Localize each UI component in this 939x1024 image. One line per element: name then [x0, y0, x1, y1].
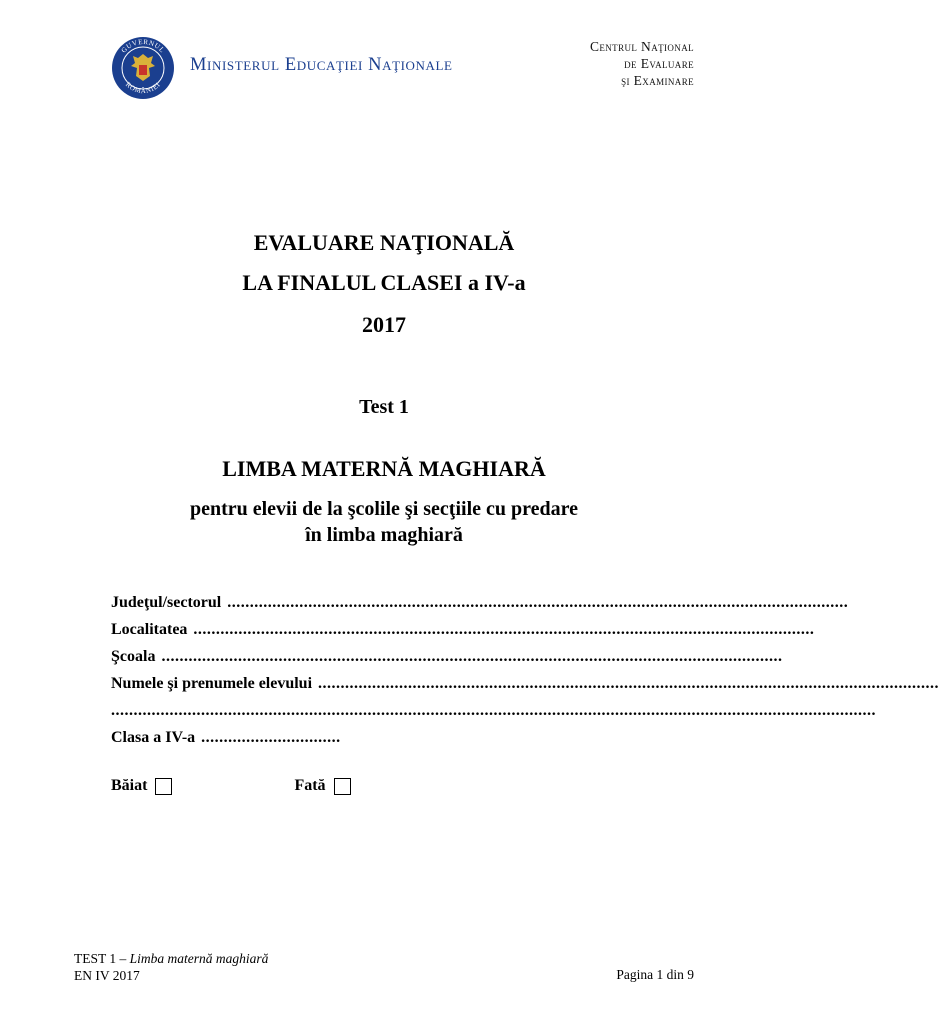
page-number: Pagina 1 din 9 — [616, 967, 694, 982]
footer-test-prefix: TEST 1 – — [74, 951, 130, 966]
school-label: Şcoala — [111, 648, 156, 665]
seal-text-bottom: ROMÂNIEI — [123, 80, 163, 96]
student-name-field[interactable]: .......................................................................................................................................... — [318, 675, 939, 692]
county-label: Judeţul/sectorul — [111, 594, 222, 611]
girl-label: Fată — [294, 777, 326, 794]
center-line-3: şi Examinare — [621, 73, 694, 88]
student-name-label: Numele şi prenumele elevului — [111, 675, 313, 692]
footer-test-line — [74, 950, 268, 967]
school-field[interactable]: .......................................................................................................................................... — [161, 648, 783, 665]
evaluation-center-name — [590, 38, 694, 89]
test-number: Test 1 — [359, 396, 409, 418]
girl-checkbox[interactable] — [334, 778, 351, 795]
class-field[interactable]: ............................... — [201, 729, 341, 746]
seal-text-top: GUVERNUL — [119, 37, 167, 55]
student-info-form — [111, 594, 939, 756]
locality-label: Localitatea — [111, 621, 188, 638]
student-name-continuation-row — [111, 702, 876, 729]
boy-label: Băiat — [111, 777, 148, 794]
audience-line-1: pentru elevii de la şcolile şi secţiile cu predare — [189, 498, 579, 520]
center-line-2: de Evaluare — [624, 56, 694, 71]
center-line-1: Centrul Naţional — [589, 39, 694, 54]
exam-grade-title: LA FINALUL CLASEI a IV-a — [242, 270, 526, 295]
document-header — [0, 0, 768, 110]
government-seal-icon — [111, 36, 175, 100]
class-row — [111, 729, 697, 756]
student-name-continuation-field[interactable]: .......................................................................................................................................................................... — [111, 702, 876, 719]
subject-title: LIMBA MATERNĂ MAGHIARĂ — [222, 456, 546, 481]
county-row — [111, 594, 849, 621]
locality-row — [111, 621, 815, 648]
exam-title: EVALUARE NAŢIONALĂ — [253, 230, 515, 255]
footer-left — [74, 950, 268, 984]
boy-checkbox[interactable] — [155, 778, 172, 795]
class-label: Clasa a IV-a — [111, 729, 196, 746]
exam-year: 2017 — [362, 312, 406, 337]
ministry-name: Ministerul Educaţiei Naţionale — [190, 55, 453, 75]
student-name-row — [111, 675, 939, 702]
county-field[interactable]: .......................................................................................................................................... — [227, 594, 849, 611]
audience-line-2: în limba maghiară — [305, 524, 463, 546]
footer-test-subject: Limba maternă maghiară — [129, 951, 269, 966]
footer-exam-code: EN IV 2017 — [74, 968, 140, 983]
locality-field[interactable]: .......................................................................................................................................... — [193, 621, 815, 638]
gender-selection — [111, 777, 351, 795]
school-row — [111, 648, 783, 675]
